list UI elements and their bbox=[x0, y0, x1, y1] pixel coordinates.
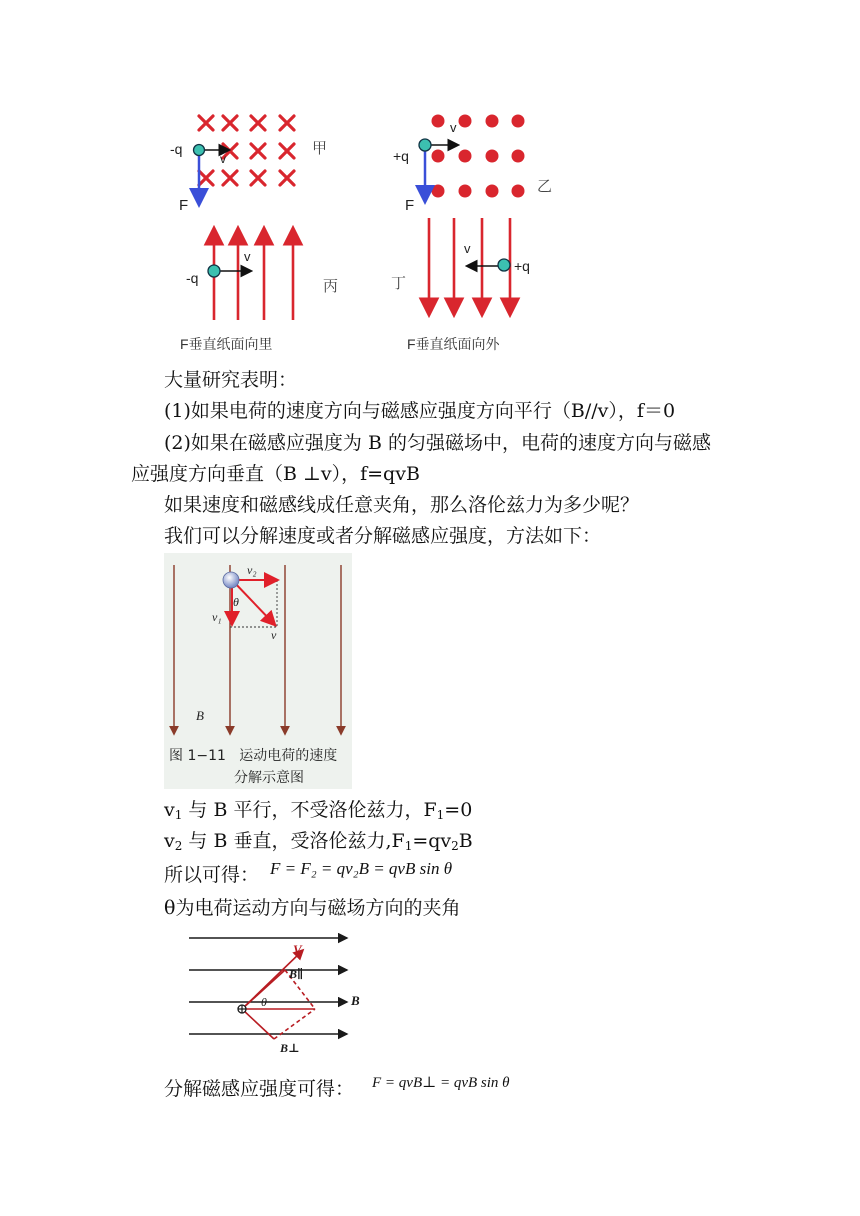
field-out-of-page-dot bbox=[459, 115, 472, 128]
velocity-label-bing: v bbox=[244, 249, 251, 264]
paragraph-intro: 大量研究表明： bbox=[164, 369, 298, 391]
theta-label-fig3: θ bbox=[261, 995, 267, 1009]
field-out-of-page-dot bbox=[512, 115, 525, 128]
formula-field-decomposition: F = qvB⊥ = qvB sin θ bbox=[372, 1075, 510, 1091]
paragraph-theta-definition: θ为电荷运动方向与磁场方向的夹角 bbox=[164, 897, 461, 919]
field-into-page-cross bbox=[280, 171, 294, 185]
caption-ding: F垂直纸面向外 bbox=[407, 336, 500, 352]
velocity-label-jia: v bbox=[220, 152, 226, 166]
field-out-of-page-dot bbox=[459, 150, 472, 163]
field-out-of-page-dot bbox=[459, 185, 472, 198]
field-out-of-page-dot bbox=[432, 150, 445, 163]
force-direction-figure bbox=[160, 105, 580, 355]
paragraph-perpendicular-case-line1: (2)如果在磁感应强度为 B 的匀强磁场中，电荷的速度方向与磁感 bbox=[164, 432, 711, 454]
field-into-page-cross bbox=[280, 116, 294, 130]
figure-caption-line1: 图 1−11 运动电荷的速度 bbox=[169, 748, 338, 764]
field-out-of-page-dot bbox=[432, 115, 445, 128]
field-into-page-cross bbox=[223, 171, 237, 185]
panel-tag-yi: 乙 bbox=[537, 178, 553, 195]
paragraph-result-label: 所以可得： bbox=[164, 864, 260, 886]
B-parallel-label: B∥ bbox=[289, 967, 304, 981]
particle-jia bbox=[194, 145, 205, 156]
charge-label-bing: -q bbox=[186, 270, 199, 286]
force-label-yi: F bbox=[405, 197, 415, 214]
field-into-page-cross bbox=[251, 171, 265, 185]
field-into-page-cross bbox=[251, 144, 265, 158]
B-perp-label: B⊥ bbox=[280, 1041, 300, 1055]
particle-ding bbox=[498, 259, 510, 271]
field-into-page-cross bbox=[223, 116, 237, 130]
field-into-page-cross bbox=[199, 171, 213, 185]
field-out-of-page-dot bbox=[486, 150, 499, 163]
field-out-of-page-dot bbox=[432, 185, 445, 198]
force-label-jia: F bbox=[179, 197, 189, 214]
panel-tag-jia: 甲 bbox=[312, 140, 328, 157]
panel-tag-bing: 丙 bbox=[323, 278, 339, 295]
formula-velocity-decomposition: F = F₂ = qv₂B = qvB sin θ bbox=[270, 859, 453, 878]
V-label: V bbox=[293, 942, 302, 957]
decomposition-vectors bbox=[242, 951, 315, 1039]
charge-label-jia: -q bbox=[170, 141, 183, 157]
field-into-page-cross bbox=[280, 144, 294, 158]
paragraph-method: 我们可以分解速度或者分解磁感应强度，方法如下： bbox=[164, 525, 602, 547]
field-out-of-page-dot bbox=[512, 185, 525, 198]
particle-bing bbox=[208, 265, 220, 277]
moving-charge bbox=[223, 572, 239, 588]
panel-bing bbox=[214, 230, 293, 320]
figure-caption-line2: 分解示意图 bbox=[234, 770, 304, 786]
field-decomposition-figure bbox=[185, 928, 365, 1058]
charge-label-ding: +q bbox=[514, 258, 530, 274]
caption-bing: F垂直纸面向里 bbox=[180, 336, 273, 352]
paragraph-field-decomposition-label: 分解磁感应强度可得： bbox=[164, 1078, 355, 1100]
field-out-of-page-dot bbox=[486, 185, 499, 198]
v2-label: v₂ bbox=[247, 563, 257, 577]
velocity-decomposition-figure bbox=[164, 553, 352, 789]
field-out-of-page-dot bbox=[486, 115, 499, 128]
v-label: v bbox=[271, 628, 277, 642]
paragraph-parallel-case: (1)如果电荷的速度方向与磁感应强度方向平行（B//v），f＝0 bbox=[164, 400, 676, 422]
paragraph-perpendicular-case-line2: 应强度方向垂直（B ⊥v），f=qvB bbox=[131, 463, 420, 485]
paragraph-v2-perpendicular: $v_2$ 与 B 垂直，受洛伦兹力$,F_1=qv_2B$ bbox=[164, 830, 473, 853]
B-label: B bbox=[196, 708, 204, 723]
field-into-page-cross bbox=[251, 116, 265, 130]
panel-yi bbox=[432, 115, 525, 198]
field-out-of-page-dot bbox=[512, 150, 525, 163]
paragraph-v1-parallel: $v_1$ 与 B 平行，不受洛伦兹力，$F_1=0$ bbox=[164, 799, 473, 822]
v1-label: v₁ bbox=[212, 610, 222, 624]
theta-label: θ bbox=[233, 595, 239, 609]
velocity-label-ding: v bbox=[464, 241, 471, 256]
particle-yi bbox=[419, 139, 431, 151]
B-label-fig3: B bbox=[351, 993, 360, 1008]
charge-label-yi: +q bbox=[393, 148, 409, 164]
velocity-label-yi: v bbox=[450, 120, 457, 135]
field-into-page-cross bbox=[199, 116, 213, 130]
paragraph-question: 如果速度和磁感线成任意夹角，那么洛伦兹力为多少呢？ bbox=[164, 494, 640, 516]
panel-tag-ding: 丁 bbox=[391, 275, 407, 292]
